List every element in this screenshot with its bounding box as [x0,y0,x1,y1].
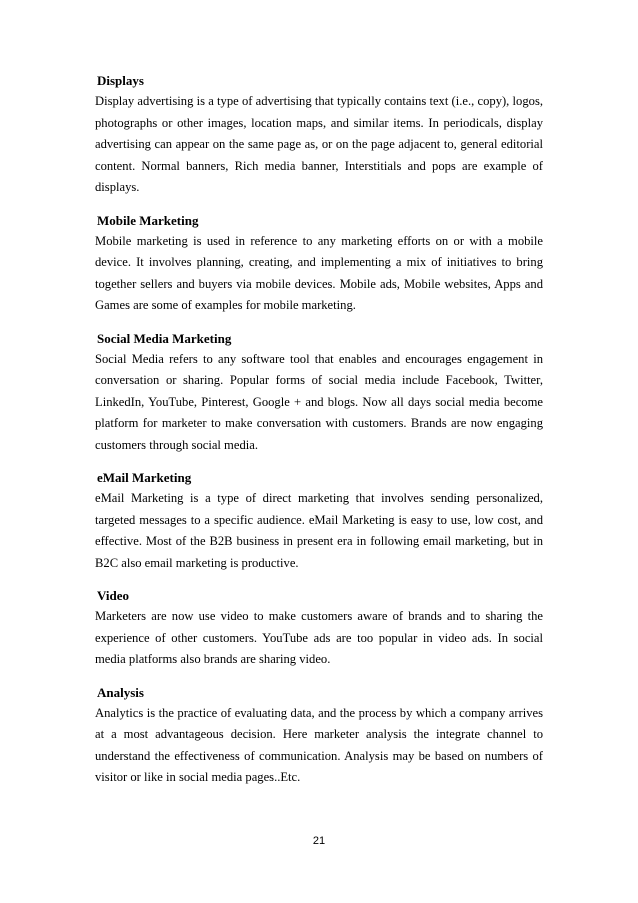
section-heading: Mobile Marketing [97,212,199,228]
section-displays [95,70,543,199]
section-heading: Analysis [97,684,144,700]
section-heading: Social Media Marketing [97,330,232,346]
section-social-media-marketing [95,328,543,457]
page-number: 21 [312,835,326,847]
section-body: Marketers are now use video to make customers aware of brands and to sharing the experience of other customers. YouTube ads are too popular in video ads. In social media platforms also brands are sharing video. [95,609,543,666]
section-heading: Displays [97,73,144,88]
section-email-marketing [95,467,543,574]
document-page [95,70,543,800]
section-analysis [95,682,543,789]
section-heading: Video [97,588,130,603]
section-video [95,585,543,671]
section-body: eMail Marketing is a type of direct marketing that involves sending personalized, targeted messages to a specific audience. eMail Marketing is easy to use, low cost, and effective. Most of the B2B business in present era in following email marketing, but in B2C also email marketing is productive. [95,491,543,570]
section-body: Social Media refers to any software tool that enables and encourages engagement in conversation or sharing. Popular forms of social media include Facebook, Twitter, LinkedIn, YouTube, Pinterest, Google + and blogs. Now all days social media become platform for marketer to make conversation with customers. Brands are now engaging customers through social media. [95,351,543,452]
section-body: Display advertising is a type of advertising that typically contains text (i.e., copy), logos, photographs or other images, location maps, and similar items. In periodicals, display advertising can appear on the same page as, or on the page adjacent to, general editorial content. Normal banners, Rich media banner, Interstitials and pops are example of displays. [95,94,543,194]
section-heading: eMail Marketing [97,470,192,485]
section-body: Mobile marketing is used in reference to any marketing efforts on or with a mobile device. It involves planning, creating, and implementing a mix of initiatives to bring together sellers and buyers via mobile devices. Mobile ads, Mobile websites, Apps and Games are some of examples for mobile marketing. [95,233,543,312]
section-body: Analytics is the practice of evaluating data, and the process by which a company arrives at a most advantageous decision. Here marketer analysis the integrate channel to understand the effectiveness of communication. Analysis may be based on numbers of visitor or like in social media pages..Etc. [95,705,543,784]
section-mobile-marketing [95,210,543,317]
